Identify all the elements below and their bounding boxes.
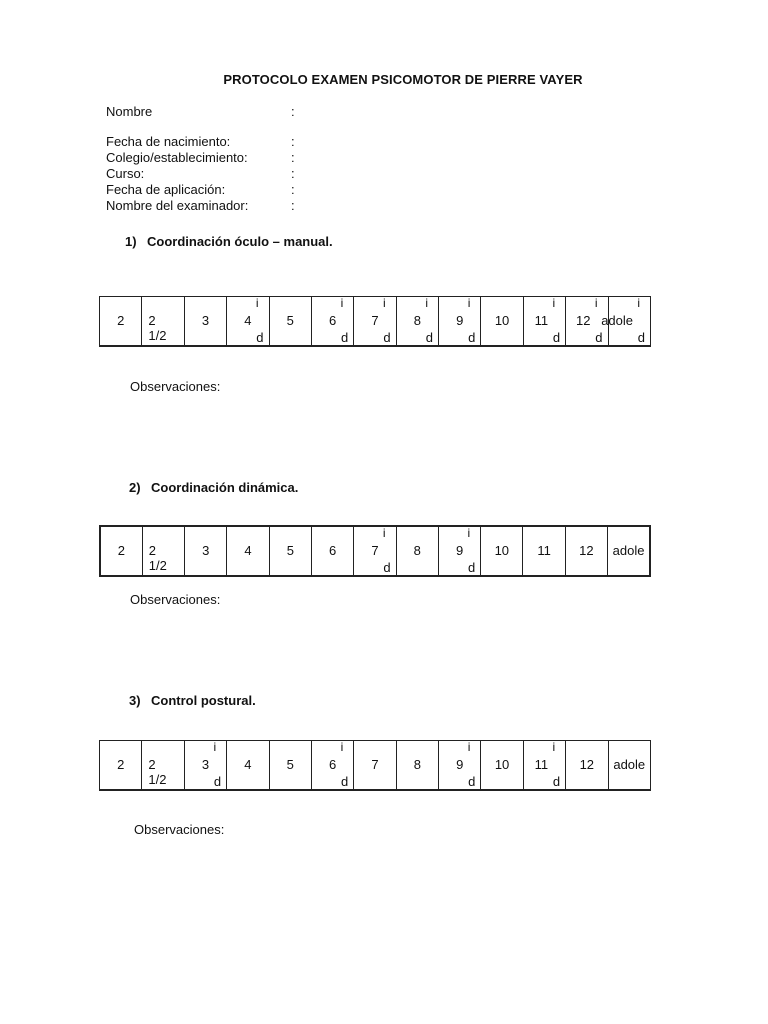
- age-value: adole: [601, 313, 633, 328]
- scale-cell: [481, 741, 523, 791]
- scale-cell: [142, 526, 184, 576]
- age-value: 5: [286, 543, 294, 558]
- derecha-mark: d: [467, 560, 476, 575]
- age-value: 4: [244, 757, 252, 772]
- scale-cell: [396, 297, 438, 347]
- age-value: 3: [202, 543, 210, 558]
- field-colon: :: [291, 134, 295, 149]
- field-label: Nombre: [106, 104, 153, 119]
- age-value: 3: [201, 757, 210, 772]
- scale-cell: [523, 297, 565, 347]
- age-value: 7: [371, 757, 379, 772]
- observations-label: Observaciones:: [130, 592, 221, 607]
- section-title: Coordinación dinámica.: [151, 480, 299, 495]
- scale-cell: [184, 297, 226, 347]
- scale-cell: [523, 526, 565, 576]
- derecha-mark: d: [468, 774, 476, 789]
- age-value: 12: [579, 543, 594, 558]
- scale-cell: [601, 296, 651, 347]
- observations-label: Observaciones:: [134, 822, 225, 837]
- izquierda-mark: i: [467, 296, 471, 310]
- izquierda-mark: i: [340, 740, 344, 754]
- age-value: 9: [456, 757, 464, 772]
- age-value: 10: [494, 543, 510, 558]
- age-value: 2: [117, 313, 125, 328]
- scale-cell: [354, 741, 396, 791]
- age-value: adole: [612, 543, 645, 558]
- field-label: Fecha de aplicación:: [106, 182, 226, 197]
- scale-cell: [100, 741, 142, 791]
- izquierda-mark: i: [255, 296, 259, 310]
- age-value: 8: [413, 543, 421, 558]
- section-heading: [129, 693, 256, 708]
- scale-table: [99, 740, 651, 791]
- scale-cell: [523, 741, 565, 791]
- age-value: 10: [494, 313, 510, 328]
- izquierda-mark: i: [552, 296, 556, 310]
- section-heading: [125, 234, 333, 249]
- scale-cell: [439, 741, 481, 791]
- derecha-mark: d: [341, 774, 349, 789]
- scale-cell: [566, 741, 608, 791]
- scale-cell: [439, 297, 481, 347]
- derecha-mark: d: [383, 560, 391, 575]
- derecha-mark: d: [468, 330, 476, 345]
- age-value: 9: [456, 313, 464, 328]
- izquierda-mark: i: [594, 296, 598, 310]
- scale-cell: [227, 526, 269, 576]
- scale-cell: [481, 526, 523, 576]
- field-label: Curso:: [106, 166, 145, 181]
- scale-cell: [354, 297, 396, 347]
- scale-cell: [269, 297, 311, 347]
- izquierda-mark: i: [382, 526, 386, 540]
- derecha-mark: d: [213, 774, 222, 789]
- age-value: 6: [329, 543, 337, 558]
- age-value: 3: [201, 313, 210, 328]
- scale-cell: [227, 741, 269, 791]
- section-number: 1): [125, 234, 137, 249]
- age-value: 7: [371, 313, 379, 328]
- age-value: 2: [148, 313, 156, 328]
- age-fraction: 1/2: [148, 558, 167, 573]
- section-number: 2): [129, 480, 141, 495]
- scale-cell: [142, 297, 184, 347]
- scale-table: [99, 525, 651, 577]
- age-value: 5: [286, 313, 294, 328]
- age-value: 8: [413, 313, 421, 328]
- age-fraction: 1/2: [148, 328, 167, 343]
- field-colon: :: [291, 104, 295, 119]
- derecha-mark: d: [637, 330, 645, 345]
- scale-cell: [438, 526, 480, 576]
- field-label: Colegio/establecimiento:: [106, 150, 248, 165]
- izquierda-mark: i: [552, 740, 556, 754]
- scale-cell: [227, 297, 269, 347]
- scale-cell: [396, 526, 438, 576]
- scale-cell: [311, 741, 353, 791]
- age-value: 11: [537, 543, 551, 558]
- age-value: 8: [413, 757, 421, 772]
- page-title: PROTOCOLO EXAMEN PSICOMOTOR DE PIERRE VAYER: [223, 72, 583, 87]
- scale-cell: [100, 526, 142, 576]
- scale-cell: [184, 741, 226, 791]
- age-value: 11: [534, 757, 549, 772]
- age-value: 7: [371, 543, 379, 558]
- izquierda-mark: i: [382, 296, 386, 310]
- section-number: 3): [129, 693, 141, 708]
- field-colon: :: [291, 166, 295, 181]
- age-value: adole: [613, 757, 646, 772]
- scale-cell: [269, 526, 311, 576]
- derecha-mark: d: [383, 330, 391, 345]
- derecha-mark: d: [552, 330, 561, 345]
- field-colon: :: [291, 150, 295, 165]
- scale-cell: [396, 741, 438, 791]
- scale-cell: [481, 297, 523, 347]
- scale-cell: [311, 297, 353, 347]
- age-value: 4: [244, 543, 252, 558]
- izquierda-mark: i: [213, 740, 217, 754]
- age-value: 12: [576, 313, 591, 328]
- izquierda-mark: i: [467, 740, 471, 754]
- age-value: 2: [148, 543, 157, 558]
- age-value: 2: [117, 543, 126, 558]
- age-value: 2: [148, 757, 156, 772]
- scale-cell: [185, 526, 227, 576]
- derecha-mark: d: [425, 330, 433, 345]
- scale-cell: [354, 526, 396, 576]
- scale-cell: [142, 741, 184, 791]
- izquierda-mark: i: [467, 526, 471, 540]
- derecha-mark: d: [595, 330, 603, 345]
- scale-table: [99, 296, 651, 347]
- izquierda-mark: i: [425, 296, 428, 310]
- scale-cell: [608, 741, 651, 791]
- age-value: 5: [286, 757, 294, 772]
- age-value: 9: [455, 543, 464, 558]
- age-value: 6: [329, 313, 337, 328]
- section-heading: [129, 480, 298, 495]
- scale-cell: [608, 526, 650, 576]
- izquierda-mark: i: [637, 296, 640, 310]
- field-colon: :: [291, 182, 295, 197]
- scale-cell: [269, 741, 311, 791]
- field-label: Fecha de nacimiento:: [106, 134, 231, 149]
- age-value: 11: [534, 313, 549, 328]
- age-value: 2: [117, 757, 125, 772]
- scale-cell: [311, 526, 353, 576]
- age-value: 4: [244, 313, 252, 328]
- age-value: 6: [329, 757, 337, 772]
- derecha-mark: d: [256, 330, 264, 345]
- age-value: 10: [494, 757, 510, 772]
- derecha-mark: d: [552, 774, 561, 789]
- section-title: Coordinación óculo – manual.: [147, 234, 333, 249]
- field-colon: :: [291, 198, 295, 213]
- derecha-mark: d: [341, 330, 349, 345]
- field-label: Nombre del examinador:: [106, 198, 249, 213]
- izquierda-mark: i: [340, 296, 344, 310]
- age-value: 12: [579, 757, 595, 772]
- age-fraction: 1/2: [148, 772, 167, 787]
- section-title: Control postural.: [151, 693, 256, 708]
- observations-label: Observaciones:: [130, 379, 221, 394]
- scale-cell: [100, 297, 142, 347]
- scale-cell: [565, 526, 607, 576]
